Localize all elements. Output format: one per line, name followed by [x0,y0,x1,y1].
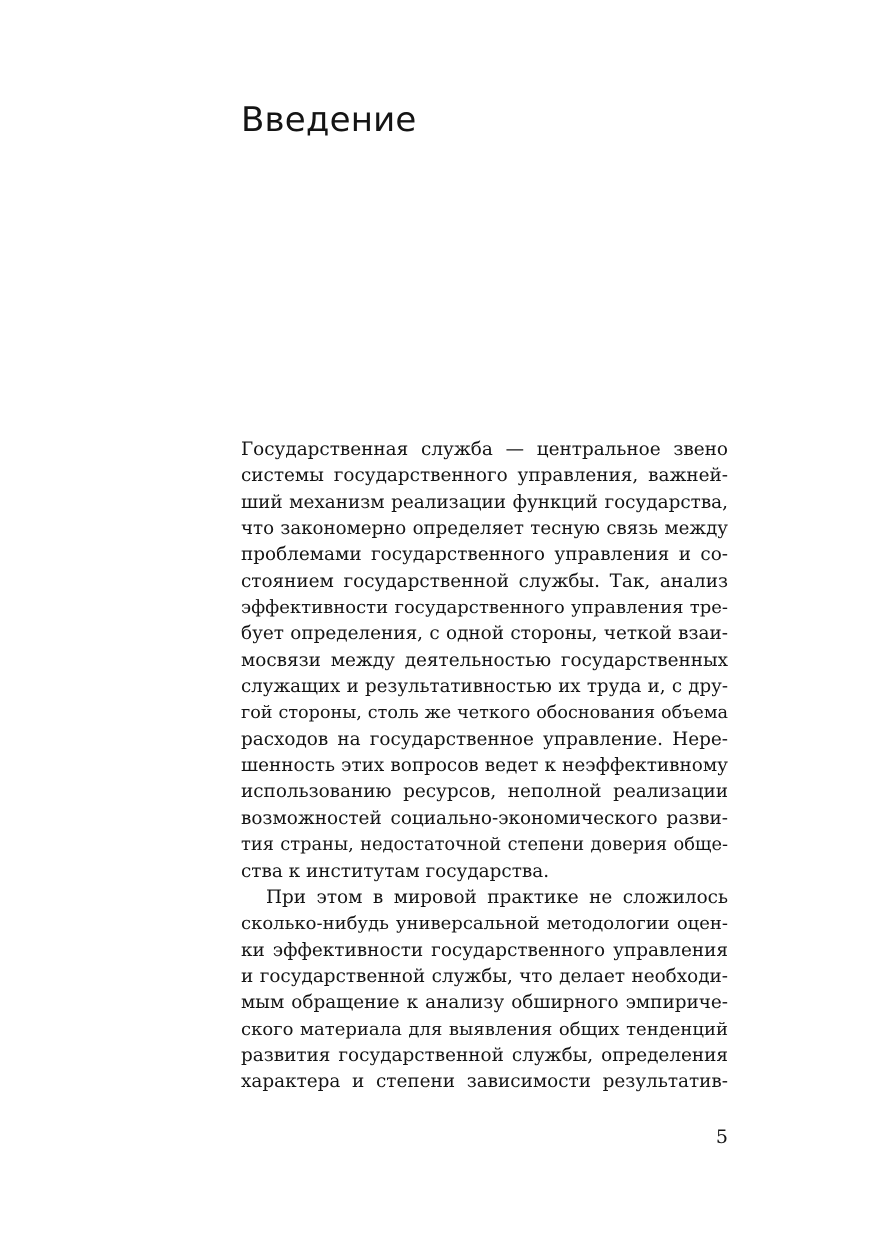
text-line: возможностей социально-экономического разви- [241,807,728,829]
text-line: тия страны, недостаточной степени доверия обще- [241,834,728,856]
text-line: расходов на государственное управление. Нере- [241,728,728,750]
page-number: 5 [715,1126,728,1148]
text-line: служащих и результативностью их труда и, с дру- [241,676,728,698]
text-line: ший механизм реализации функций государства, [241,491,728,513]
paragraph-1 [241,437,728,885]
chapter-title: Введение [241,100,417,140]
text-line: бует определения, с одной стороны, четкой взаи- [241,623,728,645]
text-line: Государственная служба — центральное звено [241,439,728,460]
text-line: мосвязи между деятельностью государственных [241,649,728,671]
text-line: и государственной службы, что делает необходи- [241,965,728,987]
text-line: характера и степени зависимости результатив- [241,1071,728,1093]
text-line: мым обращение к анализу обширного эмпириче- [241,992,728,1014]
text-line: гой стороны, столь же четкого обоснования объема [241,703,728,724]
body-text [241,437,728,1096]
text-line: сколько-нибудь универсальной методологии оцен- [241,913,728,935]
text-line: развития государственной службы, определения [241,1044,728,1066]
text-line: ства к институтам государства. [241,860,550,882]
text-line: что закономерно определяет тесную связь между [241,518,728,540]
text-line: шенность этих вопросов ведет к неэффективному [241,755,728,777]
paragraph-2 [241,885,728,1096]
text-line: использованию ресурсов, неполной реализации [241,781,728,803]
text-line: стоянием государственной службы. Так, анализ [241,570,728,592]
text-line: эффективности государственного управления тре- [241,597,728,619]
text-line: При этом в мировой практике не сложилось [266,886,728,908]
text-line: проблемами государственного управления и со- [241,544,728,566]
text-line: ского материала для выявления общих тенденций [241,1018,728,1040]
text-line: системы государственного управления, важней- [241,465,728,487]
text-line: ки эффективности государственного управления [241,939,728,961]
